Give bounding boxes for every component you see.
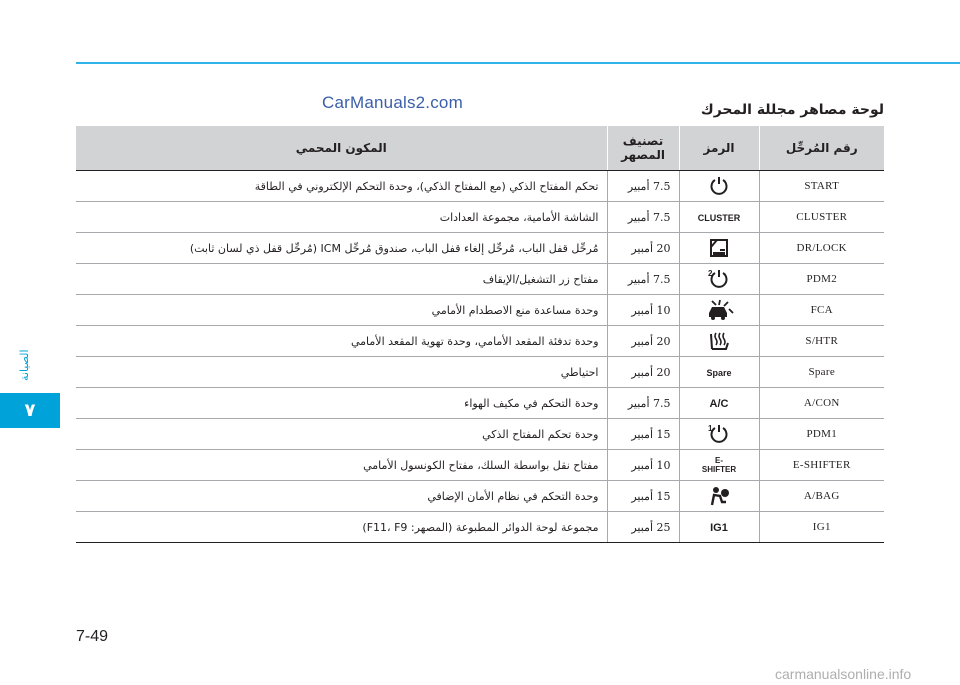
- component-cell: الشاشة الأمامية، مجموعة العدادات: [76, 202, 607, 233]
- table-row: [76, 295, 884, 326]
- table-row: [76, 512, 884, 543]
- relay-name-cell: START: [759, 171, 884, 202]
- cluster-symbol-text: CLUSTER: [697, 212, 741, 223]
- watermark-carmanuals2: CarManuals2.com: [322, 93, 463, 112]
- relay-name-cell: S/HTR: [759, 326, 884, 357]
- relay-name-cell: PDM1: [759, 419, 884, 450]
- component-cell: مُرحِّل قفل الباب، مُرحِّل إلغاء قفل الباب، صندوق مُرحِّل ICM (مُرحِّل قفل ذي لسان ثابت): [76, 233, 607, 264]
- e-shifter-symbol-line1: E-: [714, 455, 723, 465]
- component-cell: وحدة مساعدة منع الاصطدام الأمامي: [76, 295, 607, 326]
- table-row: [76, 171, 884, 202]
- table-header-row: [76, 126, 884, 171]
- table-row: [76, 481, 884, 512]
- column-header-component: المكون المحمي: [76, 126, 607, 171]
- relay-name-cell: Spare: [759, 357, 884, 388]
- door-lock-icon: [679, 233, 759, 264]
- capacity-cell: 10 أمبير: [607, 295, 679, 326]
- chapter-tab: ٧: [0, 393, 60, 428]
- capacity-cell: 7.5 أمبير: [607, 388, 679, 419]
- table-row: [76, 202, 884, 233]
- capacity-cell: 15 أمبير: [607, 481, 679, 512]
- relay-name-cell: A/CON: [759, 388, 884, 419]
- fuse-relay-table: [76, 126, 884, 543]
- component-cell: تحكم المفتاح الذكي (مع المفتاح الذكي)، وحدة التحكم الإلكتروني في الطاقة: [76, 171, 607, 202]
- relay-name-cell: DR/LOCK: [759, 233, 884, 264]
- capacity-cell: 7.5 أمبير: [607, 171, 679, 202]
- relay-name-cell: CLUSTER: [759, 202, 884, 233]
- component-cell: احتياطي: [76, 357, 607, 388]
- watermark-carmanualsonline: carmanualsonline.info: [775, 666, 912, 682]
- airbag-icon: [679, 481, 759, 512]
- table-row: [76, 233, 884, 264]
- component-cell: مفتاح نقل بواسطة السلك، مفتاح الكونسول الأمامي: [76, 450, 607, 481]
- relay-name-cell: IG1: [759, 512, 884, 543]
- pdm2-superscript: 2: [708, 269, 713, 278]
- component-cell: مجموعة لوحة الدوائر المطبوعة (المصهر: F11، F9): [76, 512, 607, 543]
- start-icon: [679, 171, 759, 202]
- component-cell: وحدة التحكم في نظام الأمان الإضافي: [76, 481, 607, 512]
- column-header-name: رقم المُرحِّل: [759, 126, 884, 171]
- table-row: [76, 419, 884, 450]
- ac-symbol-text: A/C: [709, 397, 729, 410]
- e-shifter-symbol-text: [702, 456, 736, 474]
- e-shifter-symbol-line2: SHIFTER: [701, 464, 737, 474]
- fca-icon: [679, 295, 759, 326]
- capacity-cell: 10 أمبير: [607, 450, 679, 481]
- ig1-symbol-text: IG1: [710, 521, 728, 534]
- pdm1-superscript: 1: [708, 424, 713, 433]
- top-divider: [76, 62, 960, 64]
- section-title: لوحة مصاهر مجللة المحرك: [700, 102, 884, 118]
- table-row: [76, 357, 884, 388]
- pdm2-icon: [679, 264, 759, 295]
- capacity-cell: 20 أمبير: [607, 233, 679, 264]
- capacity-cell: 20 أمبير: [607, 326, 679, 357]
- component-cell: وحدة تحكم المفتاح الذكي: [76, 419, 607, 450]
- seat-heater-icon: [679, 326, 759, 357]
- table-row: [76, 326, 884, 357]
- relay-name-cell: FCA: [759, 295, 884, 326]
- capacity-cell: 25 أمبير: [607, 512, 679, 543]
- column-header-capacity: تصنيف المصهر: [607, 126, 679, 171]
- relay-name-cell: E-SHIFTER: [759, 450, 884, 481]
- section-side-label: الصيانة: [18, 349, 31, 381]
- column-header-symbol: الرمز: [679, 126, 759, 171]
- table-row: [76, 450, 884, 481]
- page-number: 7-49: [76, 628, 109, 645]
- capacity-cell: 20 أمبير: [607, 357, 679, 388]
- capacity-cell: 7.5 أمبير: [607, 202, 679, 233]
- spare-symbol-text: Spare: [706, 367, 732, 378]
- component-cell: مفتاح زر التشغيل/الإيقاف: [76, 264, 607, 295]
- table-row: [76, 388, 884, 419]
- capacity-cell: 7.5 أمبير: [607, 264, 679, 295]
- relay-name-cell: A/BAG: [759, 481, 884, 512]
- table-row: [76, 264, 884, 295]
- relay-name-cell: PDM2: [759, 264, 884, 295]
- component-cell: وحدة التحكم في مكيف الهواء: [76, 388, 607, 419]
- pdm1-icon: [679, 419, 759, 450]
- capacity-cell: 15 أمبير: [607, 419, 679, 450]
- component-cell: وحدة تدفئة المقعد الأمامي، وحدة تهوية المقعد الأمامي: [76, 326, 607, 357]
